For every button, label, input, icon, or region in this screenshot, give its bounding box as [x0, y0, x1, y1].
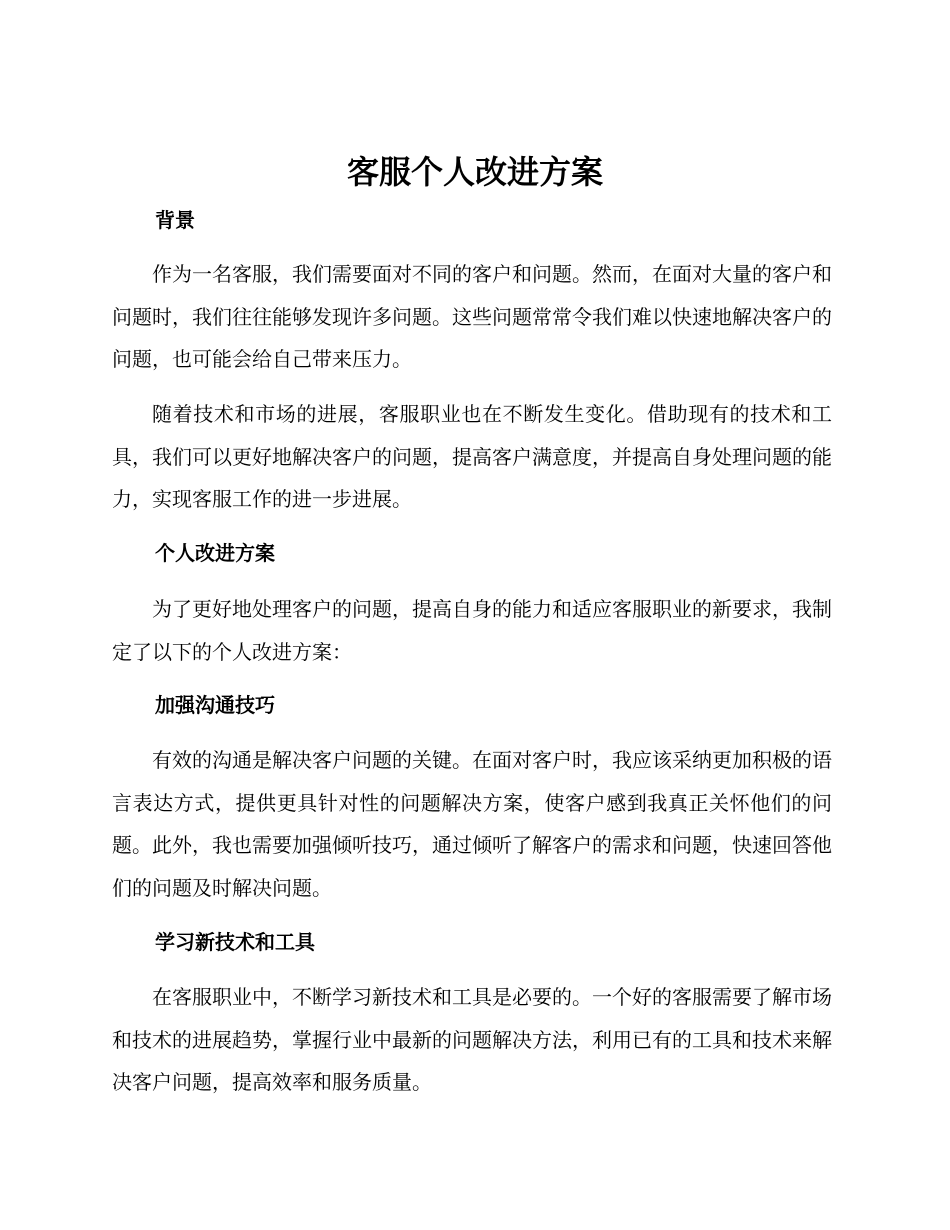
- section-heading-background: 背景: [155, 208, 195, 232]
- section-heading-learning: 学习新技术和工具: [155, 930, 315, 954]
- section-heading-improvement-plan: 个人改进方案: [155, 541, 275, 565]
- document-title: 客服个人改进方案: [346, 153, 603, 191]
- paragraph: 在客服职业中，不断学习新技术和工具是必要的。一个好的客服需要了解市场和技术的进展趋势，掌握行业中最新的问题解决方法，利用已有的工具和技术来解决客户问题，提高效率和服务质量。: [112, 985, 832, 1095]
- section-heading-communication: 加强沟通技巧: [155, 693, 275, 717]
- paragraph: 有效的沟通是解决客户问题的关键。在面对客户时，我应该采纳更加积极的语言表达方式，提供更具针对性的问题解决方案，使客户感到我真正关怀他们的问题。此外，我也需要加强倾听技巧，通过倾听了解客户的需求和问题，快速回答他们的问题及时解决问题。: [112, 748, 832, 901]
- paragraph: 作为一名客服，我们需要面对不同的客户和问题。然而，在面对大量的客户和问题时，我们往往能够发现许多问题。这些问题常常令我们难以快速地解决客户的问题，也可能会给自己带来压力。: [112, 262, 832, 372]
- paragraph: 为了更好地处理客户的问题，提高自身的能力和适应客服职业的新要求，我制定了以下的个人改进方案：: [112, 597, 832, 664]
- paragraph: 随着技术和市场的进展，客服职业也在不断发生变化。借助现有的技术和工具，我们可以更好地解决客户的问题，提高客户满意度，并提高自身处理问题的能力，实现客服工作的进一步进展。: [112, 402, 832, 512]
